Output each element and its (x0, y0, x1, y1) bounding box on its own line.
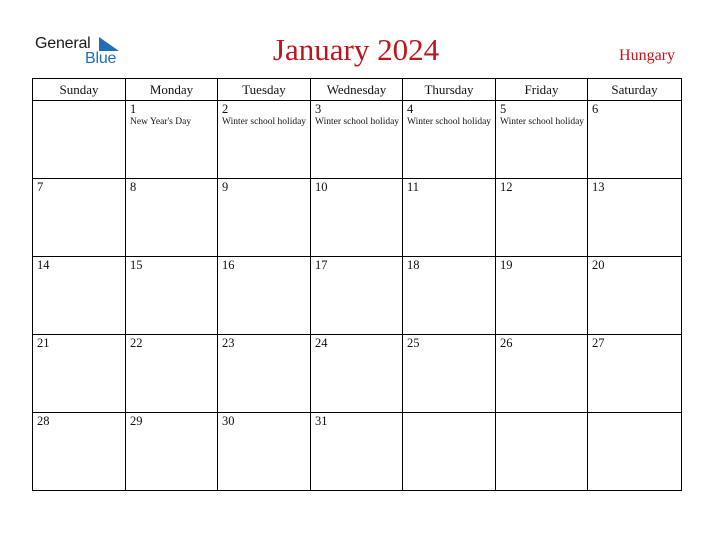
holiday-label (218, 194, 310, 195)
day-cell (33, 101, 126, 179)
day-cell (126, 101, 218, 179)
day-cell (33, 413, 126, 491)
day-number: 8 (130, 180, 137, 194)
day-number: 30 (222, 414, 235, 428)
day-number: 15 (130, 258, 143, 272)
holiday-label (218, 272, 310, 273)
day-number: 23 (222, 336, 235, 350)
day-cell (588, 413, 682, 491)
day-number: 14 (37, 258, 50, 272)
day-cell (311, 101, 403, 179)
day-cell (496, 101, 588, 179)
holiday-label (126, 272, 217, 273)
day-number: 20 (592, 258, 605, 272)
holiday-label (588, 116, 681, 117)
holiday-label (33, 194, 125, 195)
holiday-label: Winter school holiday (315, 117, 400, 127)
day-cell (218, 179, 311, 257)
day-number: 6 (592, 102, 599, 116)
week-row (33, 257, 682, 335)
day-cell (33, 335, 126, 413)
day-number: 5 (500, 102, 507, 116)
day-number: 17 (315, 258, 328, 272)
week-row (33, 179, 682, 257)
holiday-label (588, 414, 681, 415)
day-cell (588, 257, 682, 335)
day-cell (588, 101, 682, 179)
day-number: 22 (130, 336, 143, 350)
holiday-label (33, 102, 125, 103)
day-number: 19 (500, 258, 513, 272)
day-number: 1 (130, 102, 137, 116)
day-cell (311, 179, 403, 257)
day-number: 27 (592, 336, 605, 350)
day-number: 31 (315, 414, 328, 428)
brand-name-blue: Blue (85, 50, 117, 67)
day-cell (496, 413, 588, 491)
day-cell (126, 257, 218, 335)
weekday-header: Tuesday (218, 79, 311, 101)
week-row (33, 335, 682, 413)
holiday-label (33, 272, 125, 273)
day-number: 24 (315, 336, 328, 350)
day-number: 16 (222, 258, 235, 272)
day-cell (33, 179, 126, 257)
holiday-label (311, 194, 402, 195)
holiday-label (403, 414, 495, 415)
day-number: 18 (407, 258, 420, 272)
holiday-label (403, 350, 495, 351)
holiday-label (126, 428, 217, 429)
day-cell (403, 413, 496, 491)
holiday-label (33, 428, 125, 429)
calendar-grid (32, 78, 682, 491)
holiday-label: Winter school holiday (500, 117, 585, 127)
holiday-label (218, 428, 310, 429)
holiday-label (218, 350, 310, 351)
day-cell (311, 335, 403, 413)
day-number: 29 (130, 414, 143, 428)
day-number: 21 (37, 336, 50, 350)
day-number: 10 (315, 180, 328, 194)
day-number: 2 (222, 102, 229, 116)
holiday-label (311, 428, 402, 429)
day-cell (496, 257, 588, 335)
holiday-label (496, 194, 587, 195)
day-cell (126, 179, 218, 257)
day-cell (218, 101, 311, 179)
holiday-label (311, 272, 402, 273)
country-label: Hungary (619, 47, 675, 64)
day-cell (403, 101, 496, 179)
brand-name-general: General (35, 35, 91, 52)
weekday-header: Monday (126, 79, 218, 101)
day-cell (311, 257, 403, 335)
day-number: 11 (407, 180, 420, 194)
day-cell (588, 179, 682, 257)
day-number: 26 (500, 336, 513, 350)
calendar-title: January 2024 (272, 32, 440, 67)
week-row (33, 413, 682, 491)
holiday-label (496, 272, 587, 273)
holiday-label (33, 350, 125, 351)
day-cell (311, 413, 403, 491)
day-cell (403, 257, 496, 335)
day-number: 7 (37, 180, 44, 194)
weekday-header: Saturday (588, 79, 682, 101)
holiday-label (588, 194, 681, 195)
day-cell (496, 335, 588, 413)
day-cell (588, 335, 682, 413)
day-cell (33, 257, 126, 335)
holiday-label (403, 194, 495, 195)
holiday-label (496, 350, 587, 351)
holiday-label (588, 272, 681, 273)
holiday-label (588, 350, 681, 351)
weekday-header-row (33, 79, 682, 101)
holiday-label: New Year's Day (130, 117, 192, 127)
holiday-label (496, 414, 587, 415)
day-number: 13 (592, 180, 605, 194)
day-cell (403, 335, 496, 413)
day-number: 25 (407, 336, 420, 350)
day-number: 3 (315, 102, 322, 116)
day-number: 9 (222, 180, 229, 194)
day-cell (403, 179, 496, 257)
day-cell (126, 413, 218, 491)
holiday-label (126, 350, 217, 351)
holiday-label (311, 350, 402, 351)
weekday-header: Sunday (33, 79, 126, 101)
holiday-label: Winter school holiday (222, 117, 307, 127)
day-number: 28 (37, 414, 50, 428)
day-cell (126, 335, 218, 413)
day-cell (218, 257, 311, 335)
weekday-header: Wednesday (311, 79, 403, 101)
weekday-header: Thursday (403, 79, 496, 101)
day-cell (496, 179, 588, 257)
weekday-header: Friday (496, 79, 588, 101)
holiday-label (403, 272, 495, 273)
holiday-label (126, 194, 217, 195)
day-number: 4 (407, 102, 414, 116)
holiday-label: Winter school holiday (407, 117, 492, 127)
day-cell (218, 413, 311, 491)
week-row (33, 101, 682, 179)
day-number: 12 (500, 180, 513, 194)
day-cell (218, 335, 311, 413)
